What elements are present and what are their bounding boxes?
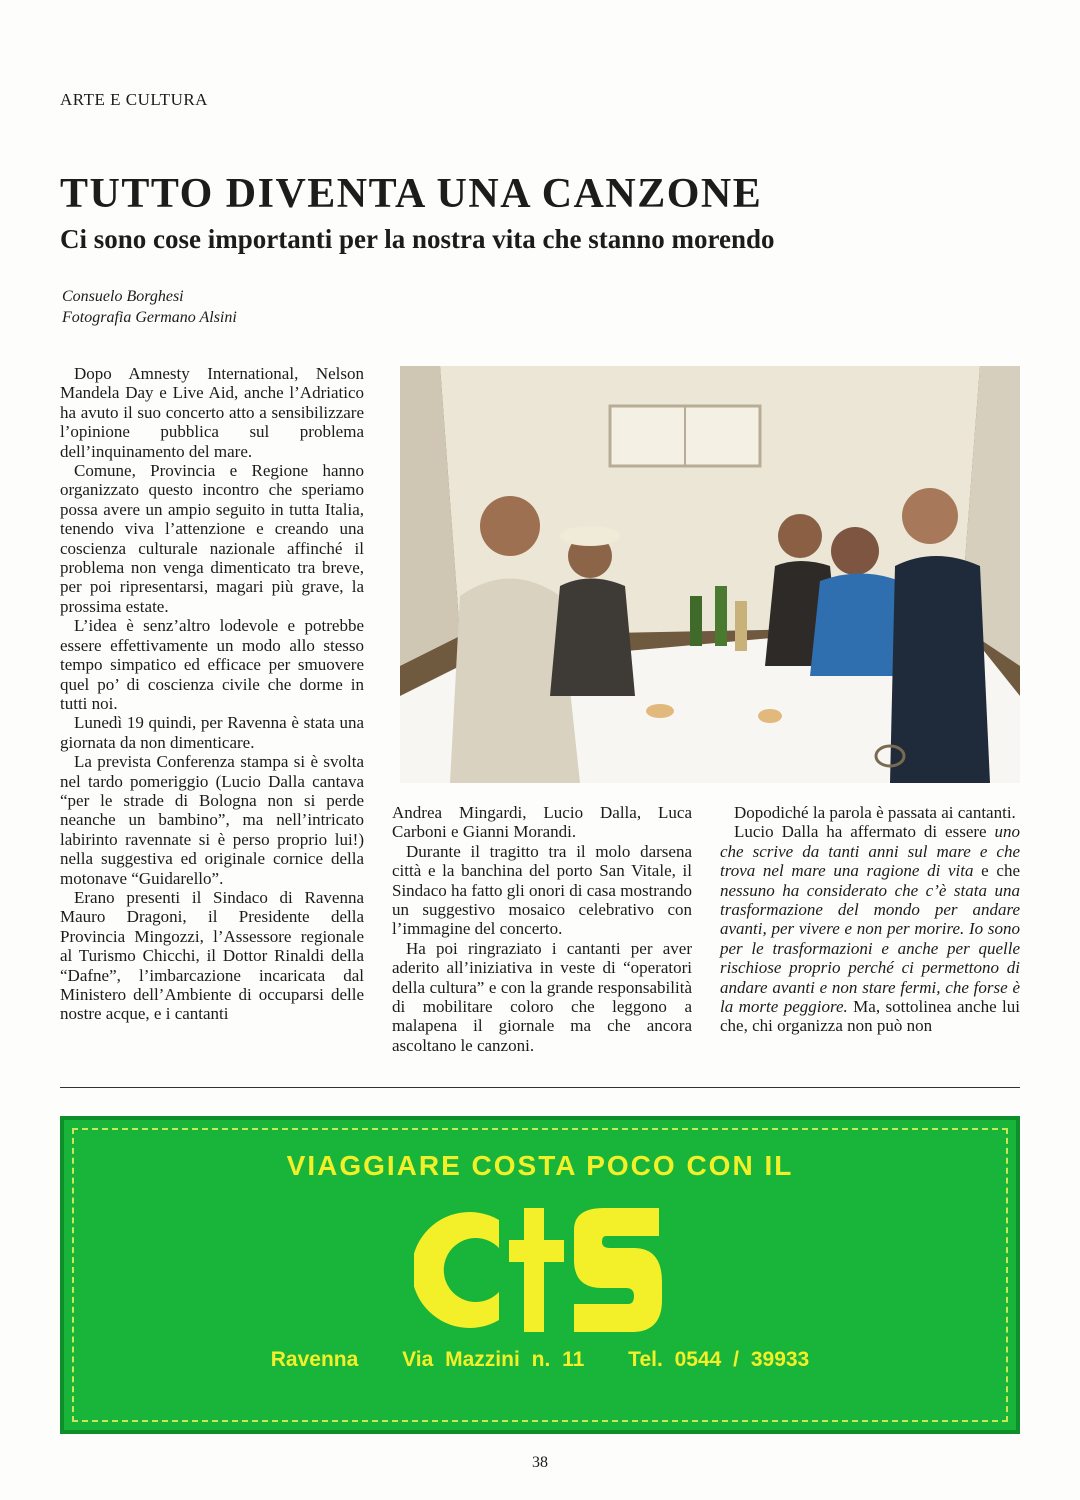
ad-contact: [64, 1348, 1016, 1372]
article-column-2: [392, 803, 692, 1055]
article-photo: [400, 366, 1020, 783]
quote: nessuno ha considerato che c’è stata una trasformazione del mondo per andare avanti, per vivere e non per morire. Io sono per le trasformazioni e anche per quelle rischiose proprio perché ci permettono di andare avanti e non stare fermi, che forse è la morte peggiore.: [720, 880, 1020, 1017]
ad-phone: Tel. 0544 / 39933: [628, 1348, 810, 1371]
text: e che: [973, 861, 1020, 881]
photo-credit: Fotografia Germano Alsini: [62, 309, 237, 326]
paragraph: Dopodiché la parola è passata ai cantanti.: [734, 803, 1016, 822]
section-label: ARTE E CULTURA: [60, 90, 208, 109]
paragraph: Erano presenti il Sindaco di Ravenna Mauro Dragoni, il Presidente della Provincia Mingozzi, l’Assessore regionale al Turismo Chicchi, il Dottor Rinaldi della “Dafne”, l’imbarcazione incaricata dal Ministero dell’Ambiente di occuparsi delle nostre acque, e i cantanti: [60, 887, 364, 1024]
text: Ma, sottolinea anche lui che, chi organizza non può non: [720, 997, 1021, 1036]
paragraph: Comune, Provincia e Regione hanno organizzato questo incontro che speriamo possa avere un ampio seguito in tutta Italia, tenendo viva l’attenzione e creando una coscienza culturale nazionale affinché il problema non venga dimenticato tra breve, per poi ripresentarsi, magari più grave, la prossima estate.: [60, 461, 364, 616]
ad-address: Via Mazzini n. 11: [402, 1348, 585, 1371]
page-number: 38: [532, 1454, 548, 1471]
paragraph: Lunedì 19 quindi, per Ravenna è stata una giornata da non dimenticare.: [60, 713, 364, 752]
advertisement: [60, 1116, 1020, 1434]
paragraph: Dopo Amnesty International, Nelson Mandela Day e Live Aid, anche l’Adriatico ha avuto il suo concerto atto a sensibilizzare l’opinione pubblica sul problema dell’inquinamento del mare.: [60, 364, 364, 461]
cts-logo: [414, 1200, 664, 1340]
paragraph: [720, 822, 1020, 1035]
divider: [60, 1087, 1020, 1088]
article-column-1: [60, 364, 364, 1024]
article-column-3: [720, 803, 1020, 1036]
paragraph: Durante il tragitto tra il molo darsena città e la banchina del porto San Vitale, il Sindaco ha fatto gli onori di casa mostrando un suggestivo mosaico celebrativo con l’immagine del concerto.: [392, 841, 692, 939]
author: Consuelo Borghesi: [62, 288, 184, 305]
paragraph: L’idea è senz’altro lodevole e potrebbe essere effettivamente un modo allo stesso tempo simpatico ed efficace per smuovere quel po’ di coscienza civile che dorme in tutti noi.: [60, 616, 364, 713]
byline: [62, 286, 237, 328]
quote: uno che scrive da tanti anni sul mare e che trova nel mare una ragione di vita: [720, 822, 1020, 881]
paragraph: Andrea Mingardi, Lucio Dalla, Luca Carboni e Gianni Morandi.: [392, 803, 692, 842]
ad-city: Ravenna: [270, 1348, 359, 1371]
article-title: TUTTO DIVENTA UNA CANZONE: [60, 171, 763, 217]
ad-headline: VIAGGIARE COSTA POCO CON IL: [286, 1150, 794, 1181]
text: Lucio Dalla ha affermato di essere: [734, 822, 995, 842]
paragraph: Ha poi ringraziato i cantanti per aver aderito all’iniziativa in veste di “operatori della cultura” e con la grande responsabilità di mobilitare coloro che leggono a malapena il giornale ma che ancora ascoltano le canzoni.: [392, 938, 692, 1055]
paragraph: La prevista Conferenza stampa si è svolta nel tardo pomeriggio (Lucio Dalla cantava “per le strade di Bologna non si perde neanche un bambino”, ma nell’intricato labirinto ravennate si è perso proprio lui!) nella suggestiva ed originale cornice della motonave “Guidarello”.: [60, 752, 364, 888]
article-subtitle: Ci sono cose importanti per la nostra vita che stanno morendo: [60, 224, 775, 254]
